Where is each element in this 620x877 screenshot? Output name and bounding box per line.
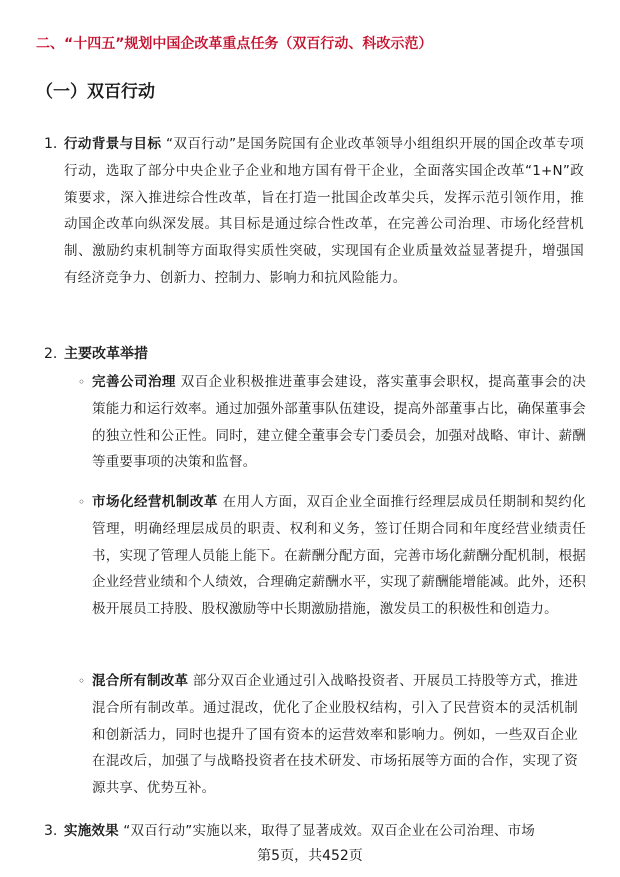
item-lead: 行动背景与目标	[64, 136, 162, 152]
item-number: 2.	[44, 346, 58, 362]
section-title: 二、“十四五”规划中国企改革重点任务（双百行动、科改示范）	[36, 36, 433, 52]
item-text: “双百行动”实施以来，取得了显著成效。双百企业在公司治理、市场	[118, 823, 535, 839]
item-number: 1.	[44, 136, 58, 152]
item-number: 3.	[44, 823, 58, 839]
list-item-governance	[92, 369, 586, 476]
item-lead: 实施效果	[64, 823, 119, 839]
sub-title: （一）双百行动	[36, 82, 155, 102]
list-item-effects	[64, 818, 588, 844]
bullet-marker-icon: ◦	[78, 674, 86, 688]
page-footer: 第5页，共452页	[257, 848, 363, 864]
list-item-mixed-ownership	[92, 668, 578, 802]
item-text: 双百企业积极推进董事会建设，落实董事会职权，提高董事会的决策能力和运行效率。通过加强外部董事队伍建设，提高外部董事占比，确保董事会的独立性和公正性。同时，建立健全董事会专门委员会，加强对战略、审计、薪酬等重要事项的决策和监督。	[92, 374, 586, 471]
item-lead: 主要改革举措	[64, 346, 148, 362]
bullet-marker-icon: ◦	[78, 375, 86, 389]
item-text: 在用人方面，双百企业全面推行经理层成员任期制和契约化管理，明确经理层成员的职责、权利和义务，签订任期合同和年度经营业绩责任书，实现了管理人员能上能下。在薪酬分配方面，完善市场化薪酬分配机制，根据企业经营业绩和个人绩效，合理确定薪酬水平，实现了薪酬能增能减。此外，还积极开展员工持股、股权激励等中长期激励措施，激发员工的积极性和创造力。	[92, 494, 586, 618]
item-text: “双百行动”是国务院国有企业改革领导小组组织开展的国企改革专项行动，选取了部分中央企业子企业和地方国有骨干企业，全面落实国企改革“1+N”政策要求，深入推进综合性改革，旨在打造一批国企改革尖兵，发挥示范引领作用，推动国企改革向纵深发展。其目标是通过综合性改革，在完善公司治理、市场化经营机制、激励约束机制等方面取得实质性突破，实现国有企业质量效益显著提升，增强国有经济竞争力、创新力、控制力、影响力和抗风险能力。	[64, 136, 584, 286]
list-item-market-mechanism	[92, 489, 586, 623]
item-text: 部分双百企业通过引入战略投资者、开展员工持股等方式，推进混合所有制改革。通过混改，优化了企业股权结构，引入了民营资本的灵活机制和创新活力，同时也提升了国有资本的运营效率和影响力。例如，一些双百企业在混改后，加强了与战略投资者在技术研发、市场拓展等方面的合作，实现了资源共享、优势互补。	[92, 673, 579, 797]
bullet-marker-icon: ◦	[78, 495, 86, 509]
item-lead: 市场化经营机制改革	[92, 494, 218, 510]
item-lead: 混合所有制改革	[92, 673, 189, 689]
item-lead: 完善公司治理	[92, 374, 176, 390]
list-item-background-goals	[64, 131, 584, 292]
